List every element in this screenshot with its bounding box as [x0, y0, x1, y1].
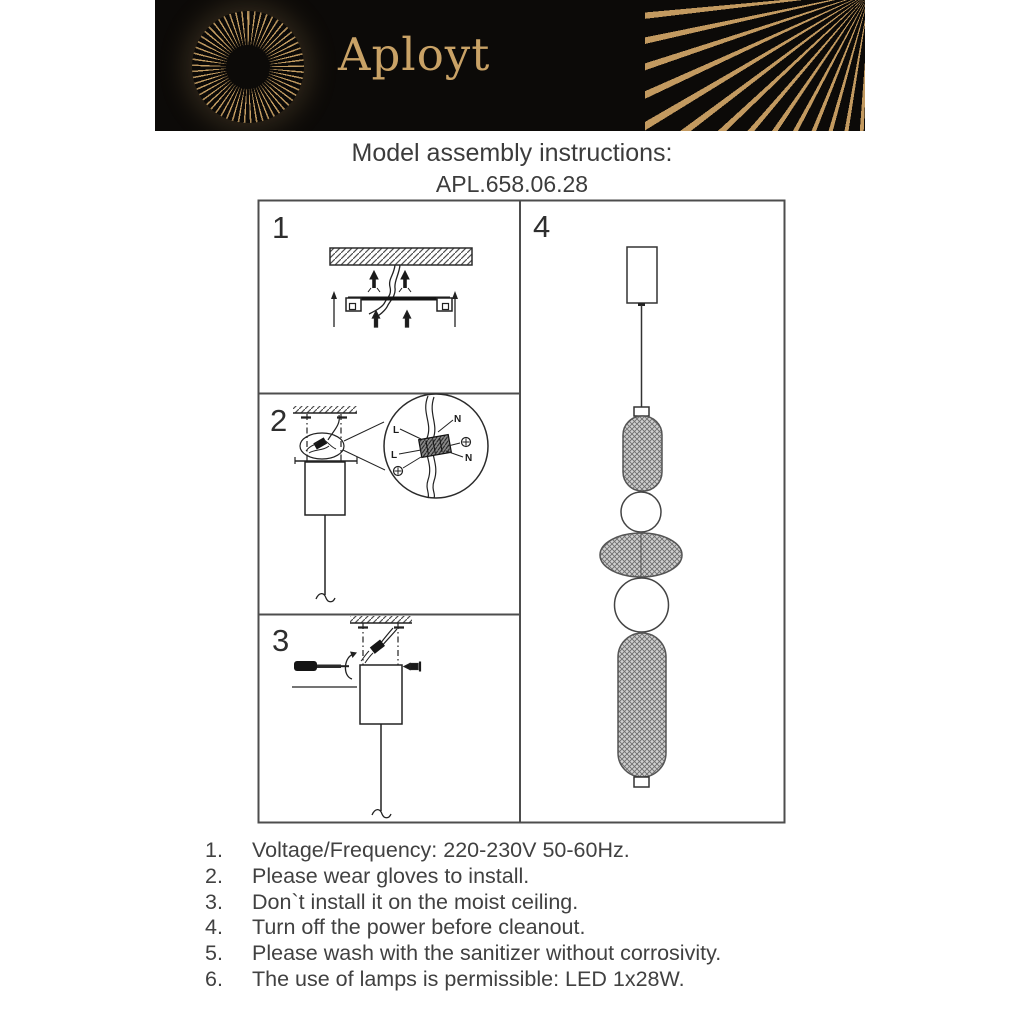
panel-step-1: [272, 210, 472, 327]
brand-name: Aployt: [338, 28, 491, 81]
wall-anchor-right: [399, 271, 411, 292]
up-arrow-left: [331, 291, 337, 327]
list-item-text: Don`t install it on the moist ceiling.: [252, 889, 579, 914]
list-item-text: Please wear gloves to install.: [252, 863, 530, 888]
glass-sphere-small: [621, 492, 661, 532]
step-number-4: 4: [533, 209, 551, 244]
list-item-text: Voltage/Frequency: 220-230V 50-60Hz.: [252, 838, 630, 862]
top-collar: [634, 407, 649, 416]
list-item: [205, 838, 721, 864]
sunburst-logo-center: [226, 45, 270, 89]
panel-step-4: [533, 209, 682, 787]
pendant-cord: [316, 515, 335, 602]
wire-label-l-mid: L: [391, 450, 398, 461]
lamp-canopy: [627, 247, 657, 303]
list-item-number: 2.: [205, 863, 223, 888]
pendant-cord: [372, 724, 391, 818]
screw-left: [373, 311, 380, 327]
instructions-list: [205, 838, 721, 993]
ceiling-hatch: [350, 616, 412, 623]
list-item-text: The use of lamps is permissible: LED 1x28W.: [252, 966, 685, 991]
list-item: [205, 864, 721, 890]
wire-connection-sketch: [361, 628, 397, 663]
title-block: [0, 139, 1024, 198]
magnifier-leader-lines: [343, 422, 385, 470]
canopy: [360, 665, 402, 724]
wire-label-n-top: N: [454, 414, 462, 425]
ceiling-hatch: [293, 406, 357, 413]
bottom-cap: [634, 777, 649, 787]
step-number-2: 2: [270, 403, 288, 438]
list-item: [205, 890, 721, 916]
screw-right: [404, 311, 411, 327]
panel-step-2: [270, 394, 488, 602]
mesh-shade-top-capsule: [623, 416, 662, 491]
list-item: [205, 967, 721, 993]
glass-sphere-large: [615, 578, 669, 632]
list-item: [205, 941, 721, 967]
list-item-number: 1.: [205, 838, 223, 862]
canopy: [295, 457, 357, 515]
wall-anchor-left: [368, 271, 380, 292]
wire-label-l-top: L: [393, 425, 400, 436]
list-item-number: 4.: [205, 915, 223, 940]
corner-rays-decoration-icon: [645, 0, 865, 131]
screwdriver: [294, 661, 349, 671]
page-title: Model assembly instructions:: [351, 139, 673, 167]
step-number-1: 1: [272, 210, 290, 245]
brand-header: [155, 0, 865, 131]
ceiling-hatch: [330, 248, 472, 265]
suspension-dash-lines: [307, 414, 341, 461]
mesh-shade-bottom-capsule: [618, 633, 666, 777]
up-arrow-right: [452, 291, 458, 327]
step-number-3: 3: [272, 623, 290, 658]
list-item-number: 6.: [205, 966, 223, 991]
model-number: APL.658.06.28: [435, 171, 589, 197]
list-item-text: Turn off the power before cleanout.: [252, 915, 586, 940]
panel-step-3: [272, 616, 420, 818]
list-item-number: 5.: [205, 941, 223, 966]
list-item: [205, 915, 721, 941]
side-screw: [404, 662, 420, 672]
list-item-text: Please wash with the sanitizer without corrosivity.: [252, 941, 722, 966]
mesh-shade-ellipse: [600, 533, 682, 577]
list-item-number: 3.: [205, 889, 223, 914]
wire-connection-sketch: [300, 415, 344, 459]
assembly-diagram: [257, 199, 787, 825]
mounting-bracket: [346, 297, 452, 312]
wire-label-n-mid: N: [465, 453, 473, 464]
magnifier-circle: [384, 394, 488, 498]
